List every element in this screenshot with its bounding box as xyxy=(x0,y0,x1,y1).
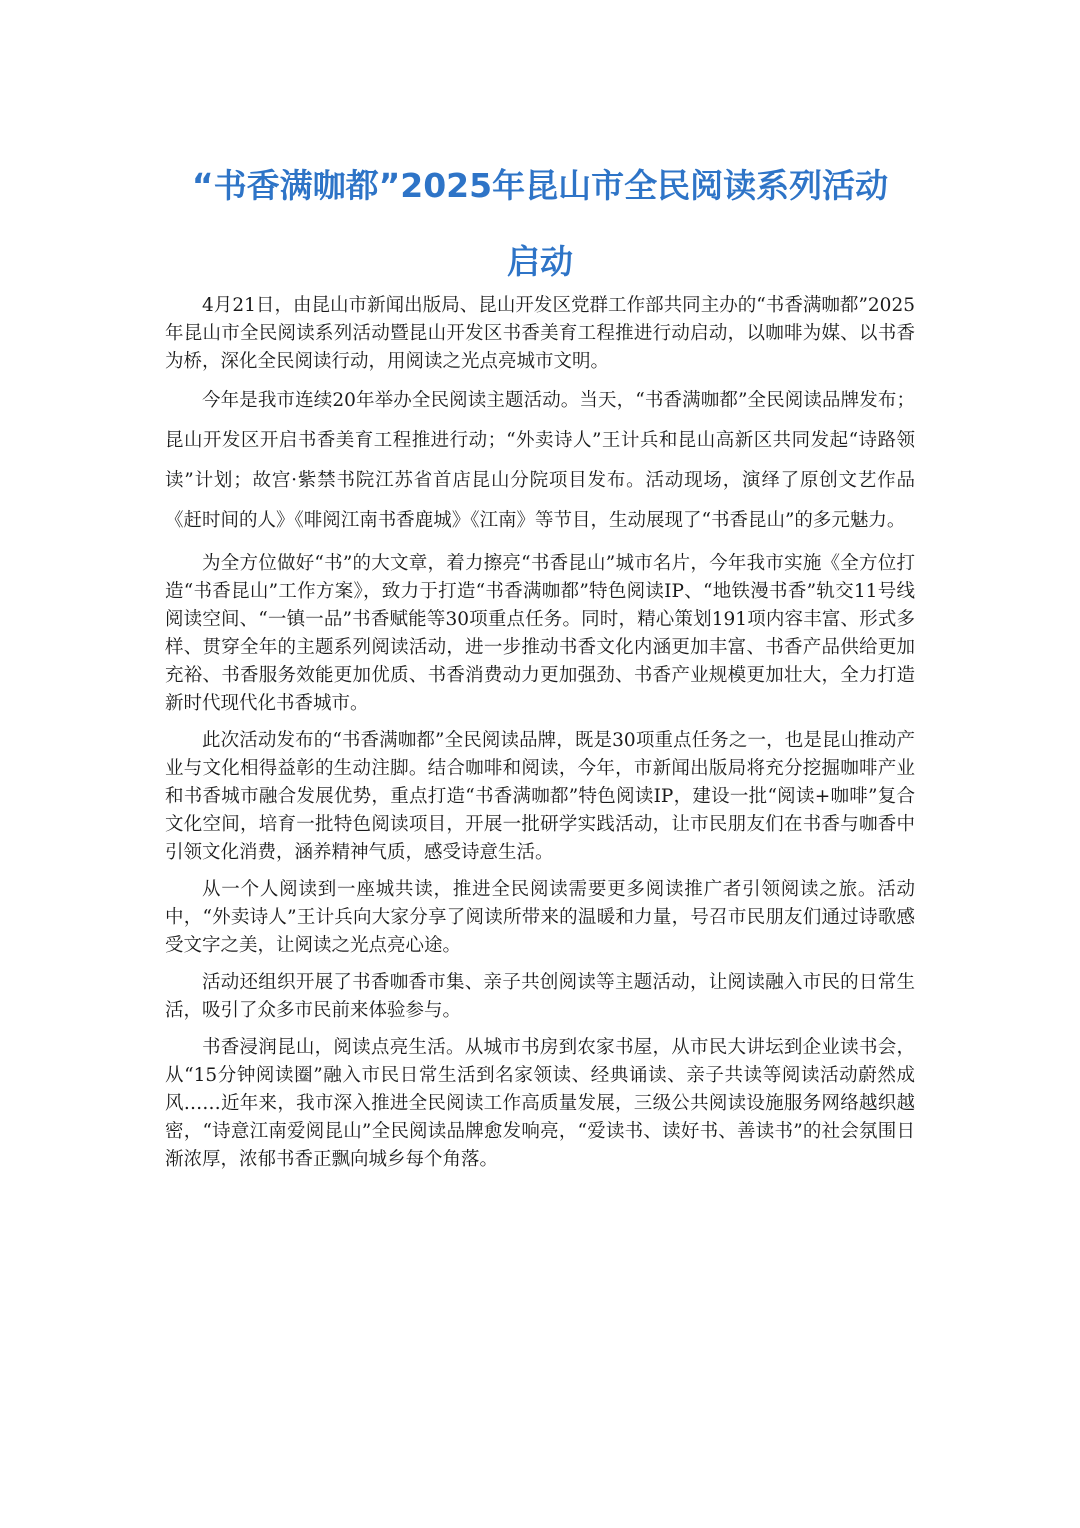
paragraph-4: 此次活动发布的“书香满咖都”全民阅读品牌，既是30项重点任务之一，也是昆山推动产业与文化相得益彰的生动注脚。结合咖啡和阅读，今年，市新闻出版局将充分挖掘咖啡产业和书香城市融合发展优势，重点打造“书香满咖都”特色阅读IP，建设一批“阅读+咖啡”复合文化空间，培育一批特色阅读项目，开展一批研学实践活动，让市民朋友们在书香与咖香中引领文化消费，涵养精神气质，感受诗意生活。 xyxy=(165,730,915,863)
paragraph-1: 4月21日，由昆山市新闻出版局、昆山开发区党群工作部共同主办的“书香满咖都”2025年昆山市全民阅读系列活动暨昆山开发区书香美育工程推进行动启动，以咖啡为媒、以书香为桥，深化全民阅读行动，用阅读之光点亮城市文明。 xyxy=(165,295,915,372)
article-title-line-2: 启动 xyxy=(507,242,573,281)
paragraph-3: 为全方位做好“书”的大文章，着力擦亮“书香昆山”城市名片，今年我市实施《全方位打造“书香昆山”工作方案》，致力于打造“书香满咖都”特色阅读IP、“地铁漫书香”轨交11号线阅读空间、“一镇一品”书香赋能等30项重点任务。同时，精心策划191项内容丰富、形式多样、贯穿全年的主题系列阅读活动，进一步推动书香文化内涵更加丰富、书香产品供给更加充裕、书香服务效能更加优质、书香消费动力更加强劲、书香产业规模更加壮大，全力打造新时代现代化书香城市。 xyxy=(165,553,915,714)
paragraph-7: 书香浸润昆山，阅读点亮生活。从城市书房到农家书屋，从市民大讲坛到企业读书会，从“15分钟阅读圈”融入市民日常生活到名家领读、经典诵读、亲子共读等阅读活动蔚然成风……近年来，我市深入推进全民阅读工作高质量发展，三级公共阅读设施服务网络越织越密，“诗意江南爱阅昆山”全民阅读品牌愈发响亮，“爱读书、读好书、善读书”的社会氛围日渐浓厚，浓郁书香正飘向城乡每个角落。 xyxy=(165,1037,915,1170)
paragraph-6: 活动还组织开展了书香咖香市集、亲子共创阅读等主题活动，让阅读融入市民的日常生活，吸引了众多市民前来体验参与。 xyxy=(165,972,915,1021)
article-body xyxy=(165,292,915,1183)
paragraph-5: 从一个人阅读到一座城共读，推进全民阅读需要更多阅读推广者引领阅读之旅。活动中，“外卖诗人”王计兵向大家分享了阅读所带来的温暖和力量，号召市民朋友们通过诗歌感受文字之美，让阅读之光点亮心途。 xyxy=(165,879,915,956)
article-title-line-1: “书香满咖都”2025年昆山市全民阅读系列活动 xyxy=(191,166,889,205)
paragraph-2: 今年是我市连续20年举办全民阅读主题活动。当天，“书香满咖都”全民阅读品牌发布；昆山开发区开启书香美育工程推进行动；“外卖诗人”王计兵和昆山高新区共同发起“诗路领读”计划；故宫·紫禁书院江苏省首店昆山分院项目发布。活动现场，演绎了原创文艺作品《赶时间的人》《啡阅江南书香鹿城》《江南》等节目，生动展现了“书香昆山”的多元魅力。 xyxy=(165,390,915,531)
